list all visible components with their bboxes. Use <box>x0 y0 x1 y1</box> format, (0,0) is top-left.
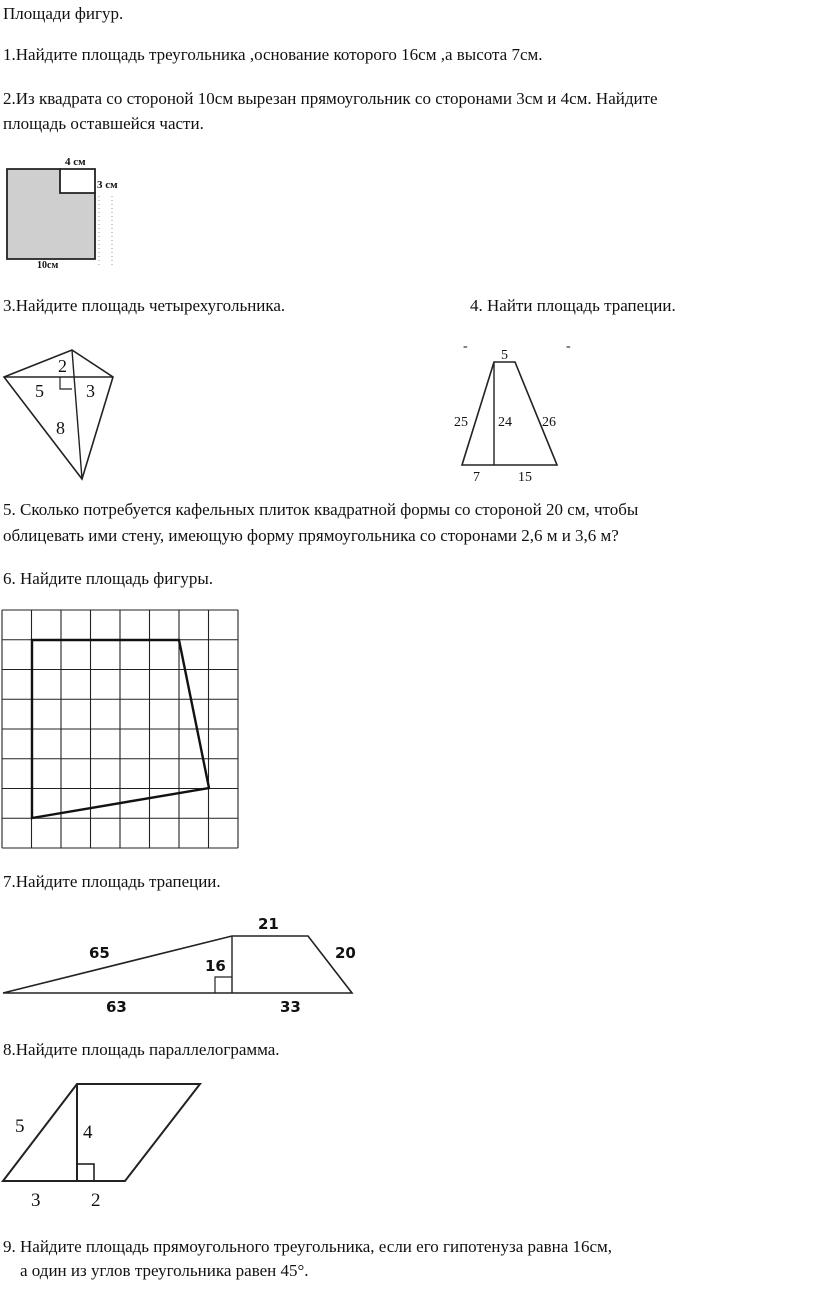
task-2-label-right: 3 см <box>97 179 118 191</box>
task-2-label-top: 4 см <box>65 156 86 168</box>
task-8-label-b1: 3 <box>31 1190 41 1211</box>
task-5-text-line1: 5. Сколько потребуется кафельных плиток квадратной формы со стороной 20 см, чтобы <box>3 500 639 519</box>
task-8-label-side: 5 <box>15 1116 25 1137</box>
task-8-label-b2: 2 <box>91 1190 101 1211</box>
task-3-figure <box>4 350 113 479</box>
task-7-text: 7.Найдите площадь трапеции. <box>3 872 221 891</box>
task-7-label-b2: 33 <box>280 998 301 1016</box>
task-4-label-b1: 7 <box>473 470 480 485</box>
task-3-label-a: 2 <box>58 356 67 376</box>
task-8-figure <box>3 1084 200 1211</box>
task-1-text: 1.Найдите площадь треугольника ,основание которого 16см ,а высота 7см. <box>3 45 543 64</box>
task-2-text-line2: площадь оставшейся части. <box>3 114 204 133</box>
task-3-text: 3.Найдите площадь четырехугольника. <box>3 296 286 315</box>
task-4-label-top: 5 <box>501 348 508 363</box>
task-3-label-d: 8 <box>56 418 65 438</box>
task-7-label-height: 16 <box>205 957 226 975</box>
task-2-figure <box>7 156 118 271</box>
task-4-figure <box>454 339 571 485</box>
page-title: Площади фигур. <box>3 4 124 23</box>
task-3-label-b: 5 <box>35 381 44 401</box>
task-2-label-bottom: 10см <box>37 260 59 271</box>
task-3-label-c: 3 <box>86 381 95 401</box>
task-7-label-top: 21 <box>258 915 279 933</box>
task-4-dash-left: - <box>463 339 468 354</box>
task-9-text-line1: 9. Найдите площадь прямоугольного треугольника, если его гипотенуза равна 16см, <box>3 1237 613 1256</box>
task-4-label-right: 26 <box>542 415 556 430</box>
task-2-text-line1: 2.Из квадрата со стороной 10см вырезан прямоугольник со сторонами 3см и 4см. Найдите <box>3 89 658 108</box>
task-4-label-b2: 15 <box>518 470 532 485</box>
task-8-label-height: 4 <box>83 1122 93 1143</box>
task-4-label-height: 24 <box>498 415 512 430</box>
task-4-text: 4. Найти площадь трапеции. <box>470 296 676 315</box>
task-6-text: 6. Найдите площадь фигуры. <box>3 569 214 588</box>
task-5-text-line2: облицевать ими стену, имеющую форму прямоугольника со сторонами 2,6 м и 3,6 м? <box>3 526 619 545</box>
task-8-text: 8.Найдите площадь параллелограмма. <box>3 1040 280 1059</box>
task-6-figure <box>2 610 238 848</box>
task-4-dash-right: - <box>566 339 571 354</box>
task-7-label-side: 20 <box>335 944 356 962</box>
task-7-label-hyp: 65 <box>89 944 110 962</box>
task-4-label-left: 25 <box>454 415 468 430</box>
task-9-text-line2: а один из углов треугольника равен 45°. <box>20 1261 309 1280</box>
task-7-label-b1: 63 <box>106 998 127 1016</box>
task-7-figure <box>3 915 356 1016</box>
